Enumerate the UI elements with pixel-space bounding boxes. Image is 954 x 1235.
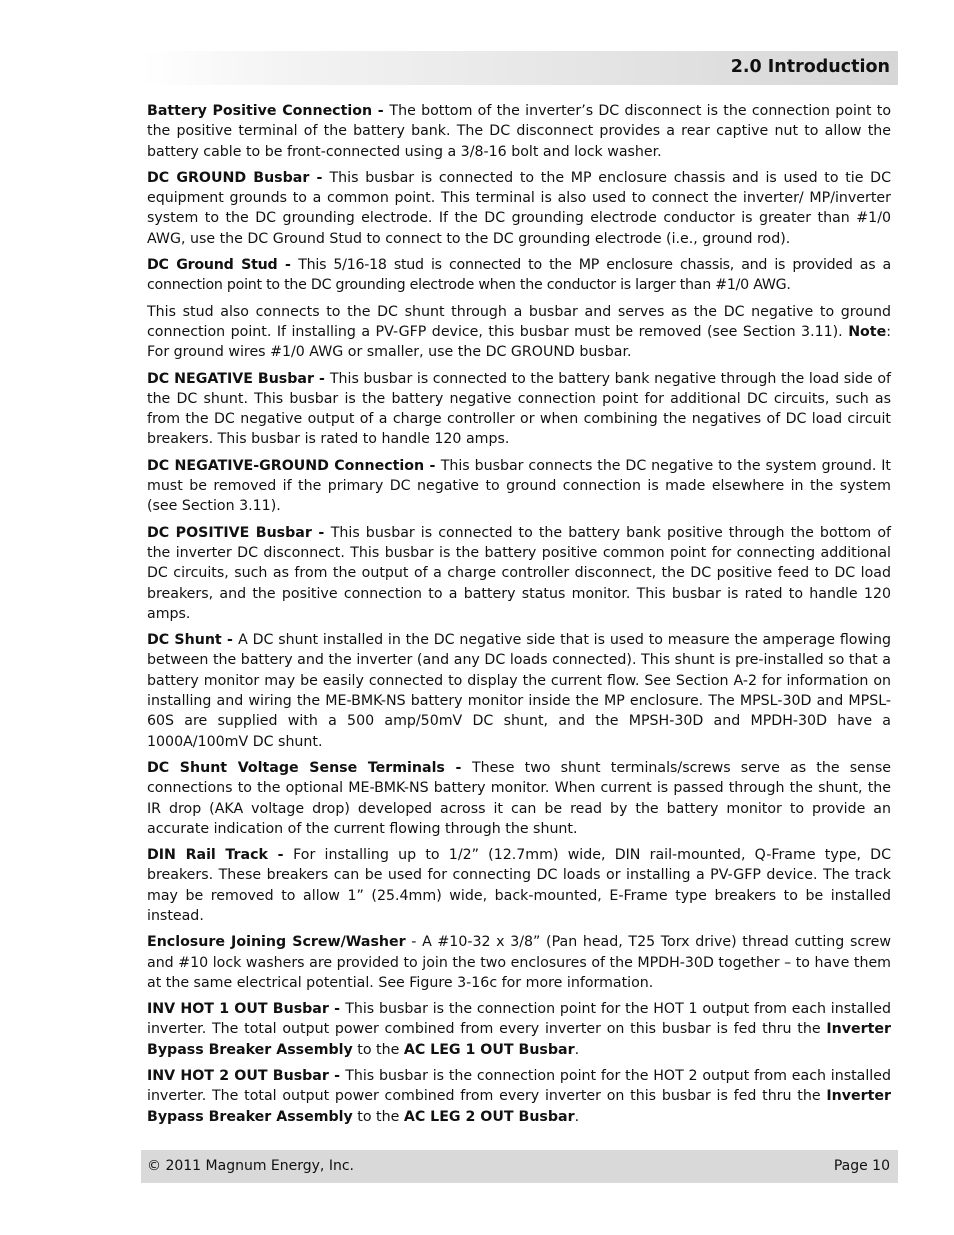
paragraph-text: . xyxy=(574,1041,580,1058)
paragraph-dc-shunt-voltage-sense-terminals xyxy=(147,758,891,839)
term-label: DIN Rail Track - xyxy=(147,847,294,864)
paragraph-text: The bottom of the inverter’s DC disconnect is the connection point to the positive terminal of the battery bank. The DC disconnect provides a rear captive nut to allow the battery cable to be front-connected using a 3/8-16 bolt and lock washer. xyxy=(147,103,891,160)
term-label: INV HOT 1 OUT Busbar - xyxy=(147,1001,346,1018)
section-title: 2.0 Introduction xyxy=(730,57,890,77)
paragraph-text: A DC shunt installed in the DC negative side that is used to measure the amperage flowing between the battery and the inverter (and any DC loads connected). This shunt is pre-installed so that a battery monitor may be easily connected to display the current flow. See Section A-2 for information on installing and wiring the ME-BMK-NS battery monitor inside the MP enclosure. The MPSL-30D and MPSL-60S are supplied with a 500 amp/50mV DC shunt, and the MPSH-30D and MPDH-30D have a 1000A/100mV DC shunt. xyxy=(147,632,891,750)
paragraph-text: This busbar is connected to the battery bank negative through the load side of the DC shunt. This busbar is the battery negative connection point for additional DC circuits, such as from the DC negative output of a charge controller or when combining the negatives of DC load circuit breakers. This busbar is rated to handle 120 amps. xyxy=(147,370,892,448)
paragraph-text: This busbar connects the DC negative to the system ground. It must be removed if the primary DC negative to ground connection is made elsewhere in the system (see Section 3.11). xyxy=(147,457,891,515)
paragraph-dc-negative-busbar xyxy=(147,369,891,450)
page-footer-bar xyxy=(141,1150,898,1183)
paragraph-text: to the xyxy=(352,1108,404,1125)
paragraph-text: This 5/16-18 stud is connected to the MP enclosure chassis, and is provided as a connection point to the DC grounding electrode when the conductor is larger than #1/0 AWG. xyxy=(147,257,891,294)
bold-reference: AC LEG 2 OUT Busbar xyxy=(403,1108,575,1125)
term-label: Battery Positive Connection - xyxy=(147,103,390,119)
paragraph-dc-ground-stud xyxy=(147,255,891,296)
paragraph-dc-positive-busbar xyxy=(147,523,891,624)
term-label: DC Ground Stud - xyxy=(147,257,299,274)
bold-reference: Inverter Bypass Breaker Assembly xyxy=(147,1021,891,1058)
paragraph-text: . xyxy=(574,1108,580,1125)
paragraph-stud-shunt-connection xyxy=(147,302,891,363)
term-label: DC GROUND Busbar - xyxy=(147,169,330,186)
copyright-text: © 2011 Magnum Energy, Inc. xyxy=(147,1158,354,1174)
term-label: INV HOT 2 OUT Busbar - xyxy=(147,1068,346,1085)
term-label: DC NEGATIVE Busbar - xyxy=(147,370,330,387)
paragraph-text: to the xyxy=(352,1041,404,1058)
bold-reference: AC LEG 1 OUT Busbar xyxy=(403,1041,575,1058)
paragraph-dc-ground-busbar xyxy=(147,168,891,249)
paragraph-text: This busbar is the connection point for the HOT 2 output from each installed inverter. The total output power combined from every inverter on this busbar is fed thru the xyxy=(147,1068,891,1105)
paragraph-text: - A #10-32 x 3/8” (Pan head, T25 Torx drive) thread cutting screw and #10 lock washers are provided to join the two enclosures of the MPDH-30D together – to have them at the same electrical potential. See Figure 3-16c for more information. xyxy=(147,934,891,991)
paragraph-battery-positive-connection xyxy=(147,101,891,162)
paragraph-din-rail-track xyxy=(147,845,891,926)
paragraph-text: These two shunt terminals/screws serve as the sense connections to the optional ME-BMK-NS battery monitor. When current is passed through the shunt, the IR drop (AKA voltage drop) developed across it can be read by the battery monitor to provide an accurate indication of the current flowing through the shunt. xyxy=(147,759,891,837)
paragraph-text: This busbar is connected to the battery bank positive through the bottom of the inverter DC disconnect. This busbar is the battery positive common point for connecting additional DC circuits, such as from the output of a charge controller disconnect, the DC positive feed to DC load breakers, and the positive connection to a battery status monitor. This busbar is rated to handle 120 amps. xyxy=(147,524,891,622)
term-label: Enclosure Joining Screw/Washer xyxy=(147,934,406,951)
paragraph-dc-negative-ground-connection xyxy=(147,456,891,517)
term-label: DC POSITIVE Busbar - xyxy=(147,524,331,541)
note-label: Note xyxy=(848,323,887,340)
section-header-bar xyxy=(141,51,898,85)
paragraph-text: This busbar is the connection point for the HOT 1 output from each installed inverter. The total output power combined from every inverter on this busbar is fed thru the xyxy=(147,1001,891,1038)
paragraph-text: : For ground wires #1/0 AWG or smaller, use the DC GROUND busbar. xyxy=(147,323,891,361)
paragraph-inv-hot-1-out-busbar xyxy=(147,999,891,1060)
paragraph-text: This busbar is connected to the MP enclosure chassis and is used to tie DC equipment grounds to a common point. This terminal is also used to connect the inverter/ MP/inverter system to the DC grounding electrode. If the DC grounding electrode conductor is greater than #1/0 AWG, use the DC Ground Stud to connect to the DC grounding electrode (i.e., ground rod). xyxy=(147,169,891,247)
term-label: DC Shunt - xyxy=(147,632,239,649)
paragraph-enclosure-joining-screw xyxy=(147,932,891,993)
bold-reference: Inverter Bypass Breaker Assembly xyxy=(147,1088,891,1125)
document-body xyxy=(147,101,891,1133)
term-label: DC Shunt Voltage Sense Terminals - xyxy=(147,759,472,776)
paragraph-dc-shunt xyxy=(147,630,891,752)
paragraph-inv-hot-2-out-busbar xyxy=(147,1066,891,1127)
page-number: Page 10 xyxy=(833,1158,890,1174)
paragraph-text: For installing up to 1/2” (12.7mm) wide, DIN rail-mounted, Q-Frame type, DC breakers. These breakers can be used for connecting DC loads or installing a PV-GFP device. The track may be removed to allow 1” (25.4mm) wide, back-mounted, E-Frame type breakers to be installed instead. xyxy=(147,847,891,924)
paragraph-text: This stud also connects to the DC shunt through a busbar and serves as the DC negative to ground connection point. If installing a PV-GFP device, this busbar must be removed (see Section 3.11). xyxy=(147,303,891,340)
term-label: DC NEGATIVE-GROUND Connection - xyxy=(147,457,441,474)
